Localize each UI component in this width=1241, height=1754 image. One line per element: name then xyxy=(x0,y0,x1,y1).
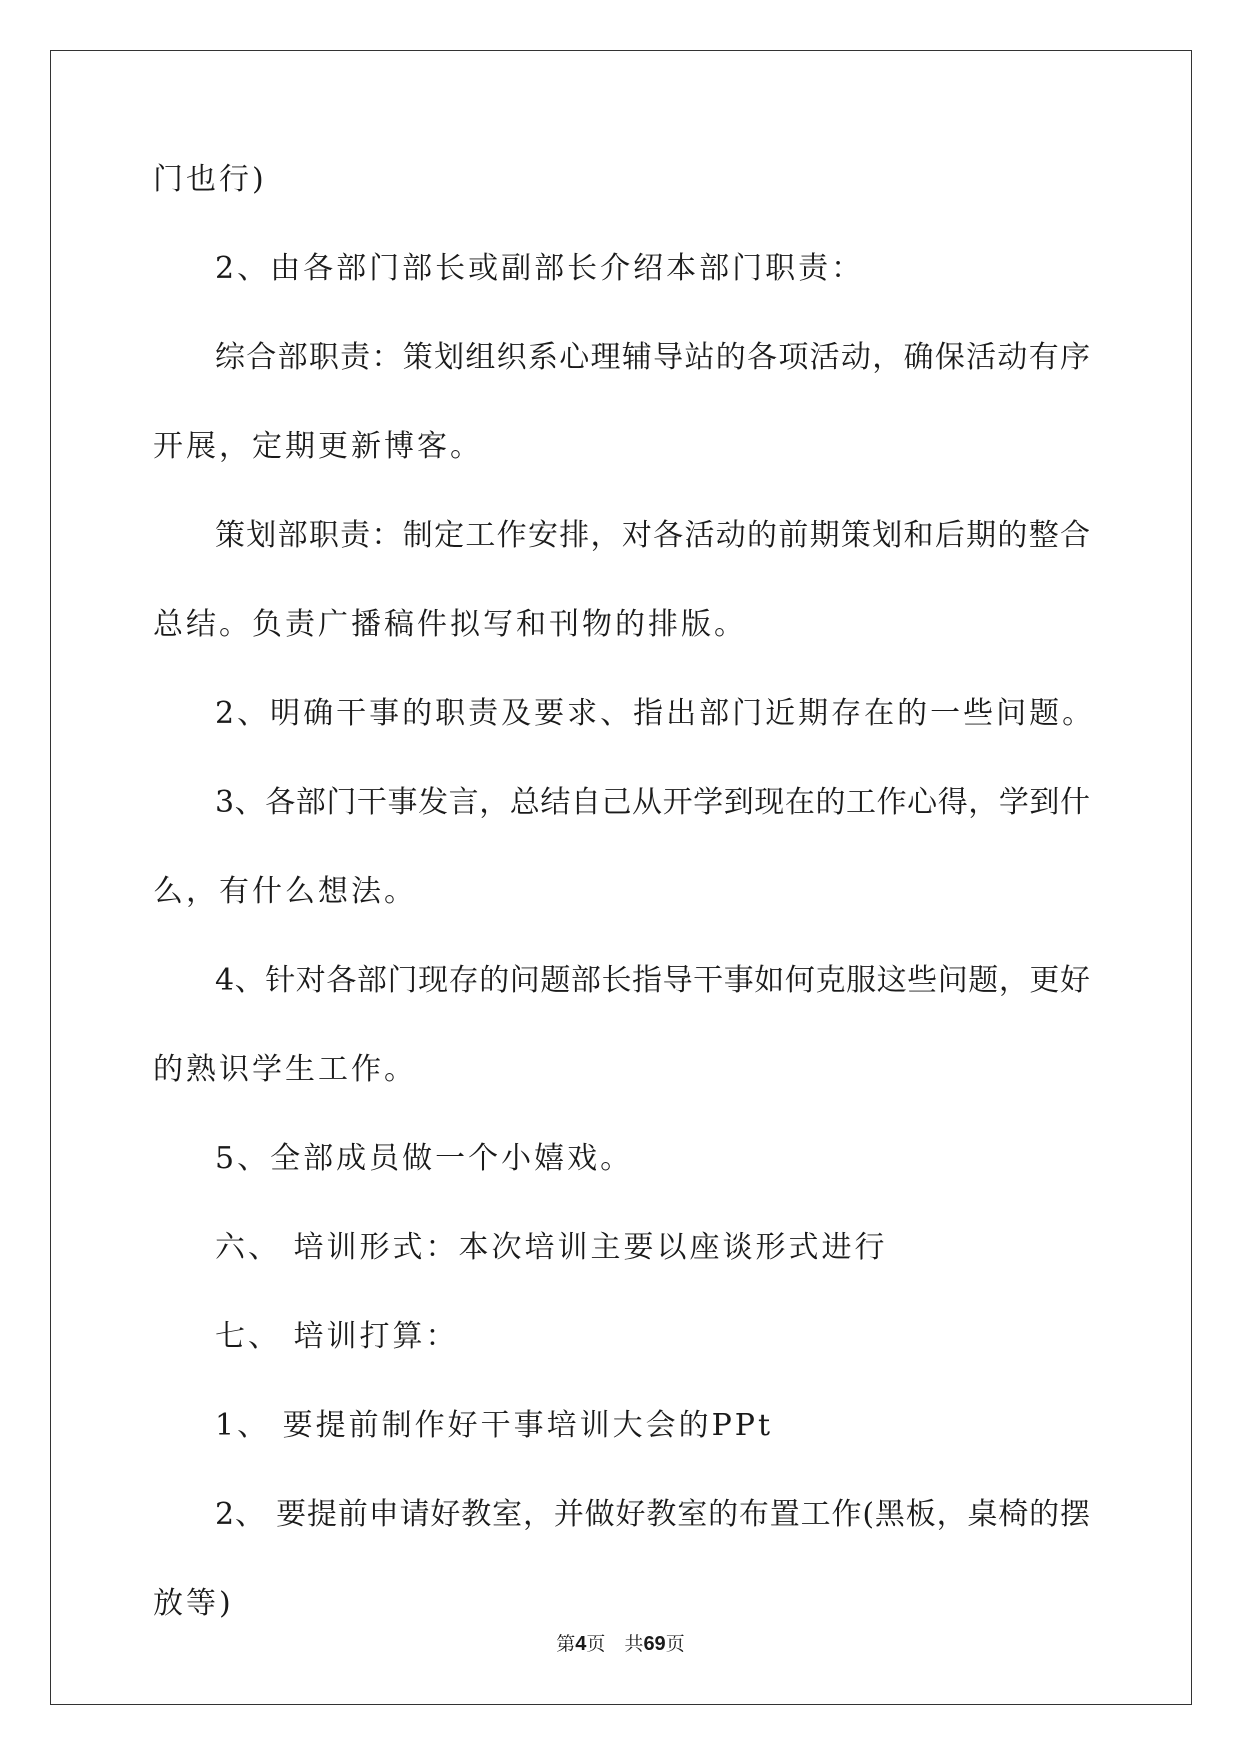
text-line: 1、 要提前制作好干事培训大会的PPt xyxy=(215,1408,774,1443)
text-line: 综合部职责：策划组织系心理辅导站的各项活动，确保活动有序 xyxy=(215,340,1090,375)
text-line: 3、各部门干事发言，总结自己从开学到现在的工作心得，学到什 xyxy=(215,785,1090,820)
text-line: 4、针对各部门现存的问题部长指导干事如何克服这些问题，更好 xyxy=(215,963,1090,998)
text-line: 2、 要提前申请好教室，并做好教室的布置工作(黑板，桌椅的摆 xyxy=(215,1497,1090,1532)
footer-suffix: 页 xyxy=(665,1633,685,1655)
text-line: 开展，定期更新博客。 xyxy=(153,429,483,464)
text-line: 的熟识学生工作。 xyxy=(153,1052,417,1087)
text-line: 5、全部成员做一个小嬉戏。 xyxy=(215,1141,634,1176)
text-line: 总结。负责广播稿件拟写和刊物的排版。 xyxy=(153,607,747,642)
total-page-count: 69 xyxy=(643,1633,666,1655)
text-line: 2、由各部门部长或副部长介绍本部门职责： xyxy=(215,251,865,286)
text-line: 么，有什么想法。 xyxy=(153,874,417,909)
text-line: 七、 培训打算： xyxy=(215,1319,459,1354)
text-line: 放等) xyxy=(153,1586,234,1621)
footer-mid: 页 共 xyxy=(586,1633,644,1655)
text-line: 六、 培训形式：本次培训主要以座谈形式进行 xyxy=(215,1230,888,1265)
footer-prefix: 第 xyxy=(556,1633,576,1655)
text-line: 门也行) xyxy=(153,162,267,197)
current-page-number: 4 xyxy=(575,1633,587,1655)
page-number-footer xyxy=(0,1632,1241,1656)
text-line: 策划部职责：制定工作安排，对各活动的前期策划和后期的整合 xyxy=(215,518,1090,553)
text-line: 2、明确干事的职责及要求、指出部门近期存在的一些问题。 xyxy=(215,696,1096,731)
